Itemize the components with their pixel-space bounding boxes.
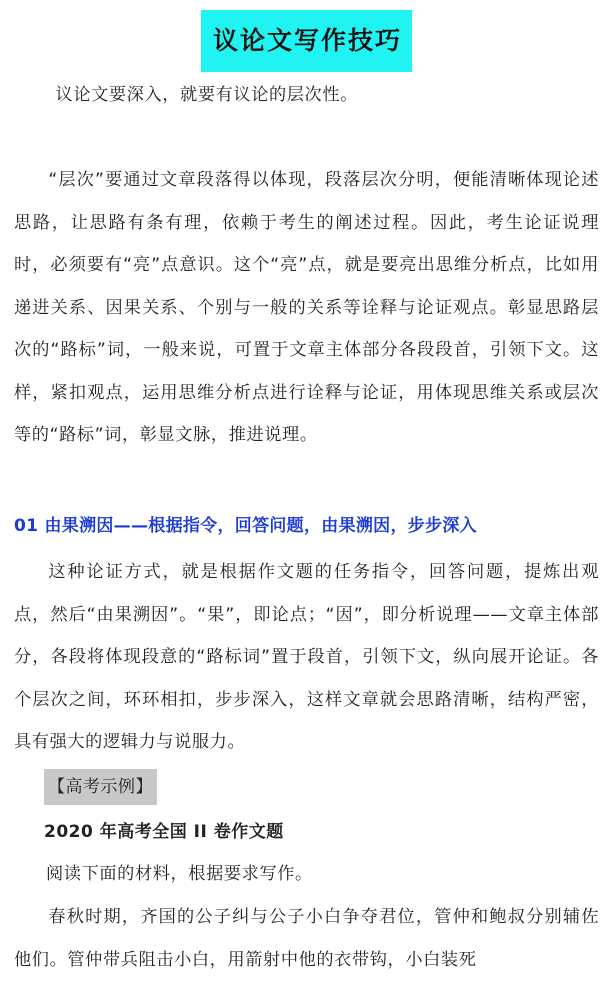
method-paragraph: 这种论证方式，就是根据作文题的任务指令，回答问题，提炼出观点，然后“由果溯因”。“果”，即论点；“因”，即分析说理——文章主体部分，各段将体现段意的“路标词”置于段首，引领下文，纵向展开论证。各个层次之间，环环相扣，步步深入，这样文章就会思路清晰，结构严密，具有强大的逻辑力与说服力。 [14,562,599,752]
levels-paragraph: “层次”要通过文章段落得以体现，段落层次分明，便能清晰体现论述思路，让思路有条有理，依赖于考生的阐述过程。因此，考生论证说理时，必须要有“亮”点意识。这个“亮”点，就是要亮出思维分析点，比如用递进关系、因果关系、个别与一般的关系等诠释与论证观点。彰显思路层次的“路标”词，一般来说，可置于文章主体部分各段段首，引领下文。这样，紧扣观点，运用思维分析点进行诠释与论证，用体现思维关系或层次等的“路标”词，彰显文脉，推进说理。 [14,170,599,445]
title-wrap [0,10,613,72]
example-title: 2020 年高考全国 II 卷作文题 [44,822,284,842]
intro-paragraph: 议论文要深入，就要有议论的层次性。 [55,85,358,105]
section-heading: 01 由果溯因——根据指令，回答问题，由果溯因，步步深入 [14,516,477,536]
example-badge: 【高考示例】 [44,769,157,805]
material-paragraph: 春秋时期，齐国的公子纠与公子小白争夺君位，管仲和鲍叔分别辅佐他们。管仲带兵阻击小白，用箭射中他的衣带钩，小白装死 [14,907,599,970]
article-title: 议论文写作技巧 [201,10,412,72]
instruction-paragraph: 阅读下面的材料，根据要求写作。 [46,864,313,884]
